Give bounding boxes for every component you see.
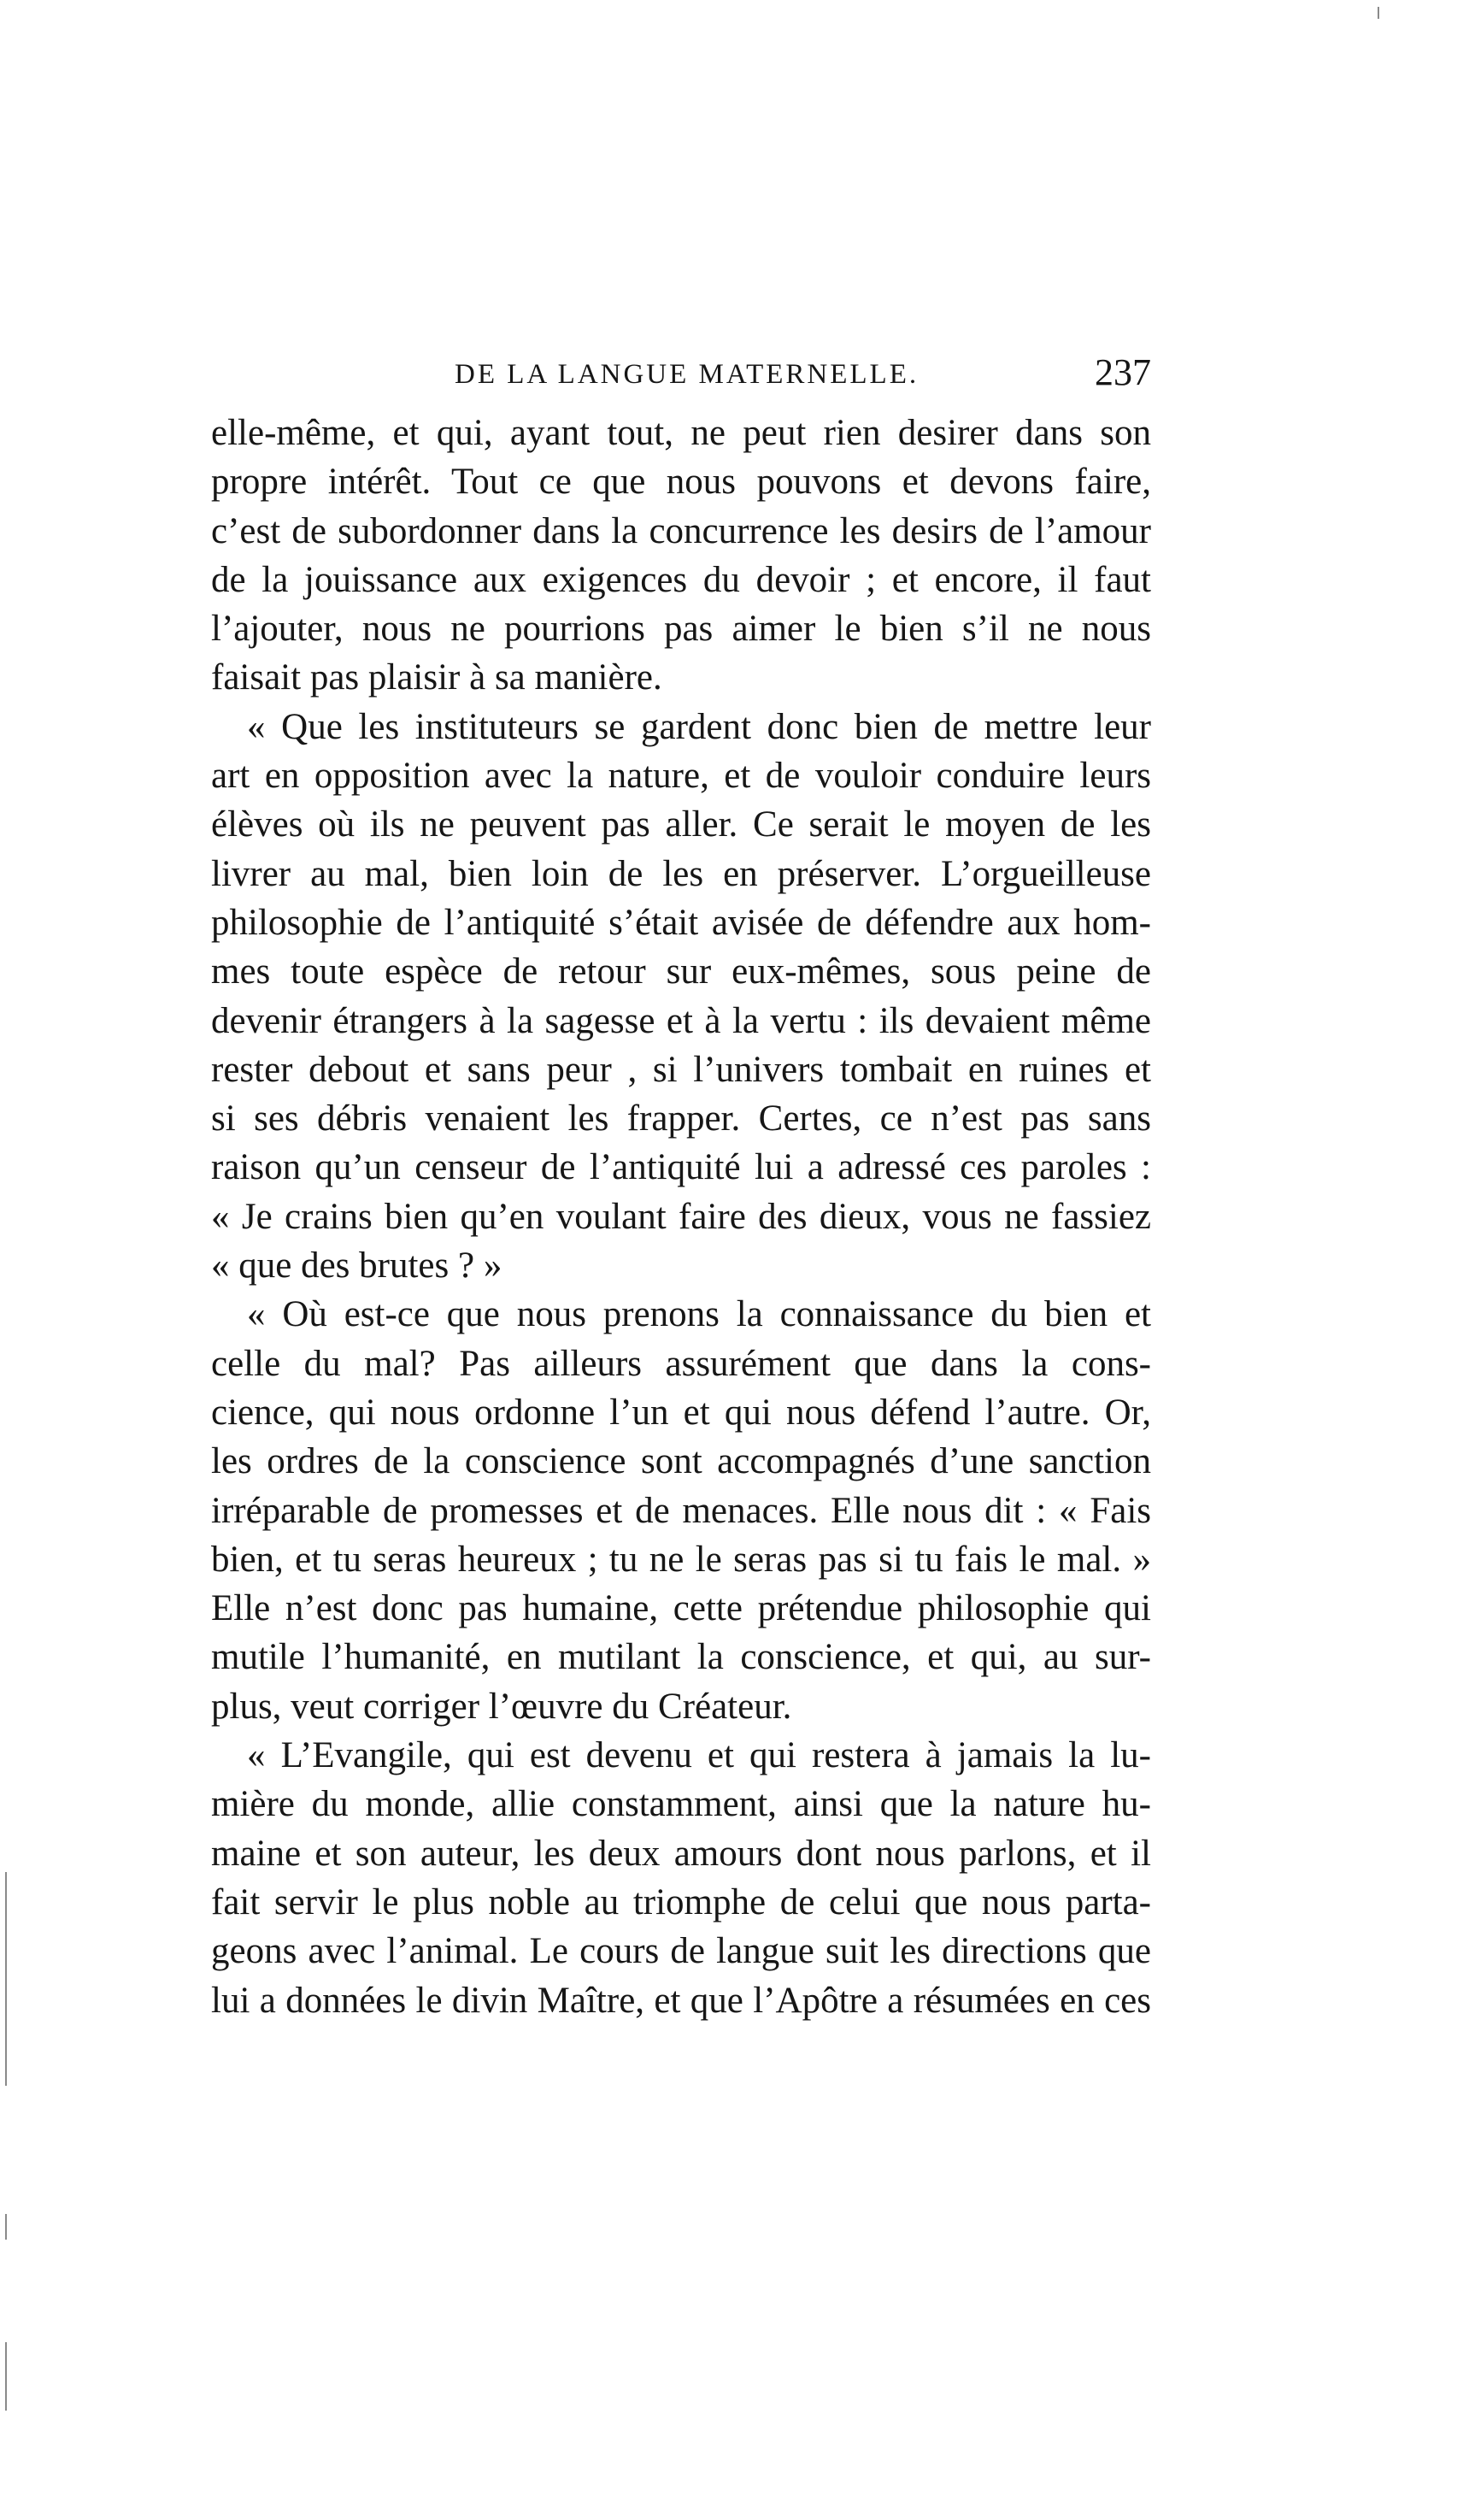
running-title: DE LA LANGUE MATERNELLE. — [455, 359, 920, 390]
text-line: Elle n’est donc pas humaine, cette prétendue philosophie qui — [211, 1588, 1151, 1629]
scan-margin-mark — [1378, 7, 1379, 19]
page-header — [211, 350, 1151, 402]
body-text — [211, 409, 1151, 2025]
text-line: si ses débris venaient les frapper. Certes, ce n’est pas sans — [211, 1098, 1151, 1139]
scan-margin-mark — [5, 2214, 7, 2240]
text-line: « que des brutes ? » — [211, 1245, 502, 1286]
text-line: fait servir le plus noble au triomphe de celui que nous parta- — [211, 1881, 1151, 1922]
text-line: c’est de subordonner dans la concurrence les desirs de l’amour — [211, 510, 1151, 551]
text-line: élèves où ils ne peuvent pas aller. Ce serait le moyen de les — [211, 804, 1151, 845]
text-line: bien, et tu seras heureux ; tu ne le seras pas si tu fais le mal. » — [211, 1539, 1151, 1580]
text-line: geons avec l’animal. Le cours de langue suit les directions que — [211, 1931, 1151, 1972]
text-line: rester debout et sans peur , si l’univers tombait en ruines et — [211, 1049, 1151, 1090]
text-line: cience, qui nous ordonne l’un et qui nous défend l’autre. Or, — [211, 1392, 1151, 1433]
text-line: devenir étrangers à la sagesse et à la vertu : ils devaient même — [211, 1000, 1151, 1041]
text-line: mutile l’humanité, en mutilant la conscience, et qui, au sur- — [211, 1637, 1151, 1678]
scan-margin-mark — [5, 1872, 7, 2086]
text-line: « Où est-ce que nous prenons la connaissance du bien et — [247, 1294, 1151, 1335]
text-line: mière du monde, allie constamment, ainsi que la nature hu- — [211, 1784, 1151, 1825]
text-line: lui a données le divin Maître, et que l’Apôtre a résumées en ces — [211, 1980, 1151, 2021]
text-line: irréparable de promesses et de menaces. Elle nous dit : « Fais — [211, 1490, 1151, 1531]
text-line: « Je crains bien qu’en voulant faire des dieux, vous ne fassiez — [211, 1196, 1151, 1237]
text-line: philosophie de l’antiquité s’était avisée de défendre aux hom- — [211, 902, 1151, 943]
text-line: plus, veut corriger l’œuvre du Créateur. — [211, 1686, 792, 1727]
page-number: 237 — [1095, 351, 1151, 393]
text-line: « L’Evangile, qui est devenu et qui restera à jamais la lu- — [247, 1735, 1151, 1776]
text-line: l’ajouter, nous ne pourrions pas aimer le bien s’il ne nous — [211, 609, 1151, 650]
text-line: maine et son auteur, les deux amours dont nous parlons, et il — [211, 1833, 1151, 1874]
text-line: faisait pas plaisir à sa manière. — [211, 657, 662, 698]
text-line: « Que les instituteurs se gardent donc bien de mettre leur — [247, 706, 1151, 747]
text-line: mes toute espèce de retour sur eux-mêmes, sous peine de — [211, 951, 1151, 992]
text-line: propre intérêt. Tout ce que nous pouvons et devons faire, — [211, 462, 1151, 503]
text-line: livrer au mal, bien loin de les en préserver. L’orgueilleuse — [211, 853, 1151, 894]
text-line: de la jouissance aux exigences du devoir ; et encore, il faut — [211, 559, 1151, 600]
text-line: les ordres de la conscience sont accompagnés d’une sanction — [211, 1441, 1151, 1482]
text-line: art en opposition avec la nature, et de vouloir conduire leurs — [211, 756, 1151, 797]
text-line: raison qu’un censeur de l’antiquité lui a adressé ces paroles : — [211, 1147, 1151, 1188]
scan-margin-mark — [5, 2342, 7, 2411]
text-line: elle-même, et qui, ayant tout, ne peut rien desirer dans son — [211, 413, 1151, 453]
text-line: celle du mal? Pas ailleurs assurément que dans la cons- — [211, 1343, 1151, 1384]
